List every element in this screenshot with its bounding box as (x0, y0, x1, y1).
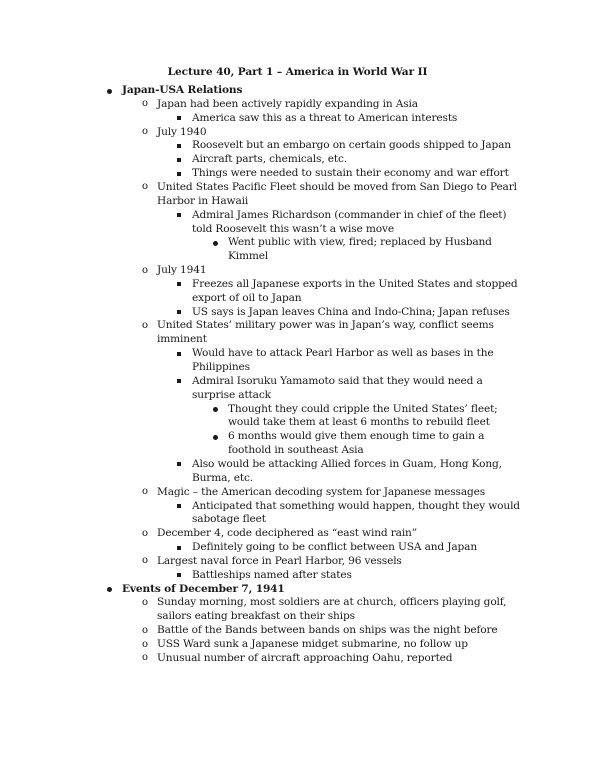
outline-line-level3: Would have to attack Pearl Harbor as well as bases in the (192, 347, 494, 360)
outline-line-level2: imminent (157, 333, 207, 346)
level2-bullet-icon: o (142, 652, 149, 664)
outline-line-level2: Largest naval force in Pearl Harbor, 96 vessels (157, 554, 402, 567)
level3-bullet-icon (177, 546, 181, 550)
level4-bullet-icon (213, 435, 218, 440)
outline-line-level3: Definitely going to be conflict between USA and Japan (192, 541, 478, 554)
level3-bullet-icon (177, 144, 181, 148)
level2-bullet-icon: o (142, 527, 149, 539)
outline-line-level3: Aircraft parts, chemicals, etc. (192, 153, 347, 166)
outline-line-level3: Admiral James Richardson (commander in chief of the fleet) (192, 208, 507, 221)
outline-line-level2: Unusual number of aircraft approaching Oahu, reported (157, 651, 453, 664)
outline-line-level2: sailors eating breakfast on their ships (157, 610, 355, 623)
level3-bullet-icon (177, 172, 181, 176)
outline-line-level3: Freezes all Japanese exports in the United States and stopped (192, 277, 518, 290)
outline-line-level4: Thought they could cripple the United States’ fleet; (228, 402, 498, 415)
outline-line-level2: December 4, code deciphered as “east wind rain” (157, 527, 417, 540)
outline-line-level3: Roosevelt but an embargo on certain goods shipped to Japan (192, 139, 511, 152)
level3-bullet-icon (177, 282, 181, 286)
outline-line-level3: Anticipated that something would happen, thought they would (192, 499, 520, 512)
outline-line-level4: would take them at least 6 months to rebuild fleet (228, 416, 490, 429)
level2-bullet-icon: o (142, 264, 149, 276)
level3-bullet-icon (177, 352, 181, 356)
level3-bullet-icon (177, 116, 181, 120)
level1-bullet-icon (107, 89, 112, 94)
outline-line-level3: Things were needed to sustain their economy and war effort (192, 167, 509, 180)
level2-bullet-icon: o (142, 181, 149, 193)
outline-line-level1: Events of December 7, 1941 (122, 582, 285, 595)
outline-line-level2: Japan had been actively rapidly expanding in Asia (157, 97, 418, 110)
outline-line-level3: sabotage fleet (192, 513, 266, 526)
outline-line-level1: Japan-USA Relations (122, 84, 243, 96)
level2-bullet-icon: o (142, 98, 149, 110)
outline-line-level2: Battle of the Bands between bands on ships was the night before (157, 624, 498, 637)
outline-line-level4: Went public with view, fired; replaced by Husband (228, 236, 492, 249)
outline-line-level2: Sunday morning, most soldiers are at church, officers playing golf, (157, 596, 507, 609)
level4-bullet-icon (213, 241, 218, 246)
outline-line-level2: July 1941 (157, 264, 207, 277)
level3-bullet-icon (177, 573, 181, 577)
outline-line-level2: July 1940 (157, 125, 207, 138)
outline-line-level3: surprise attack (192, 388, 271, 401)
level2-bullet-icon: o (142, 638, 149, 650)
level3-bullet-icon (177, 379, 181, 383)
outline-line-level2: Harbor in Hawaii (157, 194, 249, 207)
level3-bullet-icon (177, 213, 181, 217)
outline-line-level2: USS Ward sunk a Japanese midget submarine, no follow up (157, 638, 468, 650)
outline-line-level4: 6 months would give them enough time to gain a (228, 430, 485, 443)
outline-line-level2: United States Pacific Fleet should be moved from San Diego to Pearl (157, 180, 517, 193)
outline-line-level3: export of oil to Japan (192, 291, 302, 304)
level3-bullet-icon (177, 310, 181, 314)
outline-line-level3: Philippines (192, 361, 250, 373)
outline-line-level2: Magic – the American decoding system for Japanese messages (157, 485, 486, 498)
level3-bullet-icon (177, 158, 181, 162)
outline-line-level2: United States’ military power was in Japan’s way, conflict seems (157, 319, 494, 332)
level2-bullet-icon: o (142, 555, 149, 567)
outline-line-level4: Kimmel (228, 250, 269, 263)
outline-line-level3: Also would be attacking Allied forces in Guam, Hong Kong, (192, 457, 502, 470)
level2-bullet-icon: o (142, 596, 149, 608)
level2-bullet-icon: o (142, 624, 149, 636)
outline-line-level3: America saw this as a threat to American interests (192, 111, 458, 124)
outline-line-level3: Battleships named after states (192, 568, 352, 581)
level2-bullet-icon: o (142, 126, 149, 138)
outline-line-level3: Burma, etc. (192, 471, 253, 484)
document-title: Lecture 40, Part 1 – America in World War II (167, 66, 428, 78)
outline-line-level3: told Roosevelt this wasn’t a wise move (192, 222, 394, 235)
level3-bullet-icon (177, 462, 181, 466)
level2-bullet-icon: o (142, 319, 149, 331)
outline-line-level3: US says is Japan leaves China and Indo-China; Japan refuses (192, 305, 510, 318)
level3-bullet-icon (177, 504, 181, 508)
outline-line-level3: Admiral Isoruku Yamamoto said that they would need a (192, 374, 483, 387)
level4-bullet-icon (213, 407, 218, 412)
outline-line-level4: foothold in southeast Asia (228, 444, 364, 457)
level1-bullet-icon (107, 587, 112, 592)
level2-bullet-icon: o (142, 486, 149, 498)
